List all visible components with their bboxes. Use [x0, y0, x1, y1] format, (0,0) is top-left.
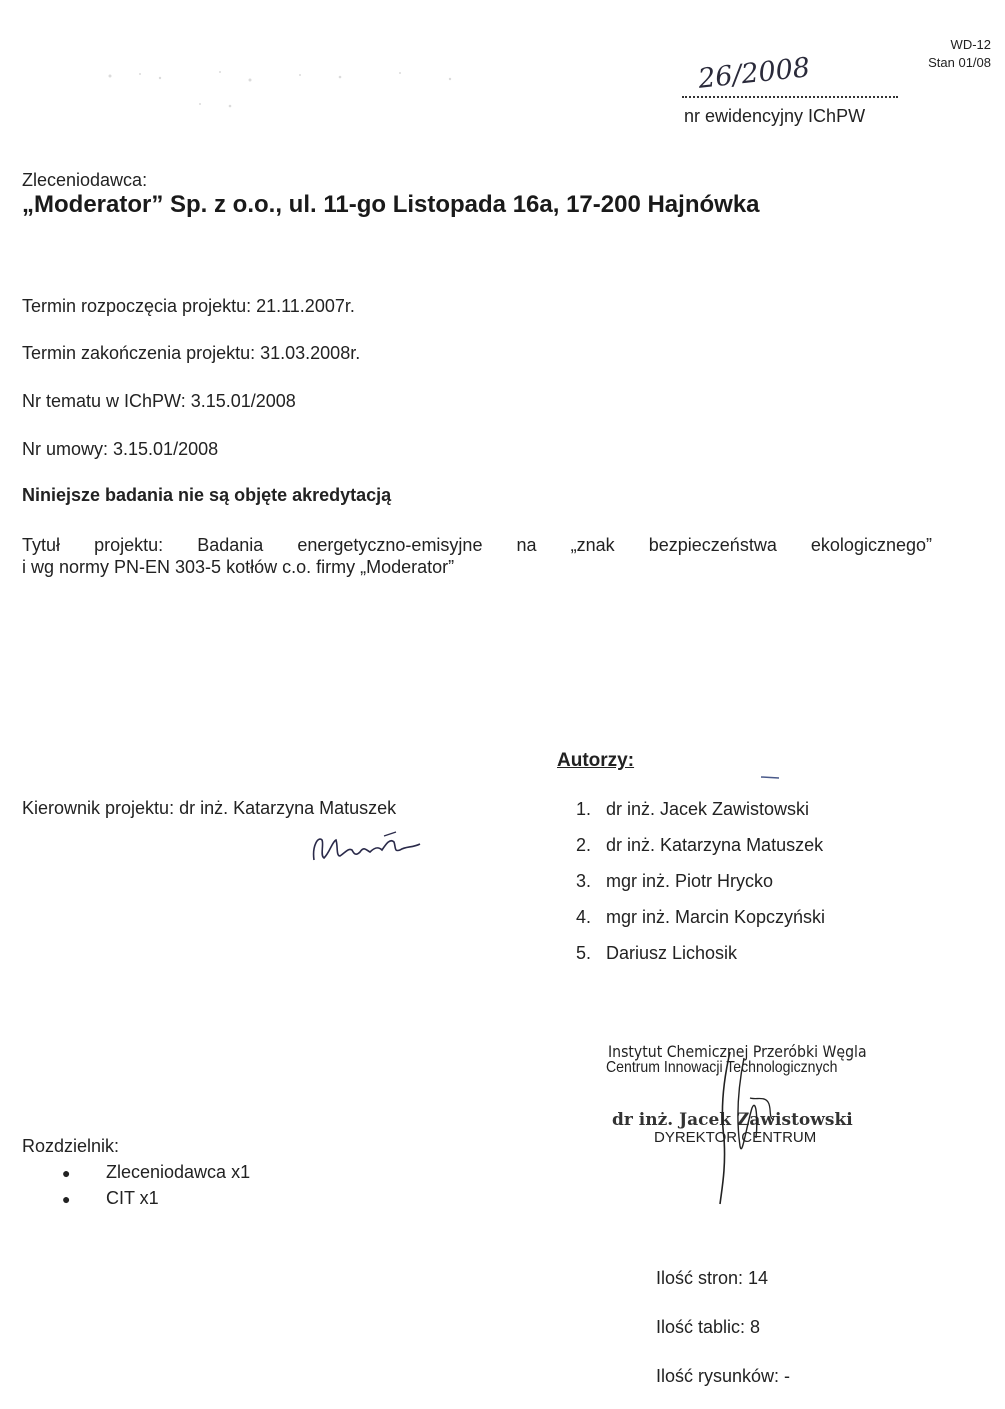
- pen-mark: [760, 774, 780, 780]
- registration-label: nr ewidencyjny IChPW: [684, 106, 866, 126]
- authors-list: [576, 798, 825, 978]
- authors-heading: Autorzy:: [557, 750, 635, 771]
- author-number: 1.: [576, 799, 592, 819]
- author-name: dr inż. Katarzyna Matuszek: [606, 835, 824, 855]
- form-version: Stan 01/08: [928, 55, 991, 70]
- scan-noise: [100, 66, 480, 116]
- accreditation-note: Niniejsze badania nie są objęte akredytacją: [22, 485, 392, 505]
- page-count: Ilość stron: 14: [656, 1268, 769, 1288]
- project-manager: Kierownik projektu: dr inż. Katarzyna Matuszek: [22, 798, 397, 818]
- registration-dotted-line: [682, 96, 898, 98]
- author-number: 5.: [576, 943, 592, 963]
- project-title-line-2: i wg normy PN-EN 303-5 kotłów c.o. firmy „Moderator”: [22, 557, 455, 577]
- author-number: 3.: [576, 871, 592, 891]
- author-item: [576, 834, 825, 870]
- author-name: dr inż. Jacek Zawistowski: [606, 799, 810, 819]
- client-name: „Moderator” Sp. z o.o., ul. 11-go Listopada 16a, 17-200 Hajnówka: [22, 191, 760, 218]
- bullet-icon: ●: [62, 1165, 71, 1181]
- form-code: WD-12: [950, 37, 991, 52]
- distribution-item: [62, 1160, 250, 1186]
- author-item: [576, 870, 825, 906]
- distribution-item-label: CIT x1: [106, 1188, 159, 1208]
- registration-number: 26/2008: [696, 52, 812, 95]
- project-manager-signature: [300, 826, 430, 868]
- stamp-center-name: Centrum Innowacji Technologicznych: [606, 1059, 838, 1076]
- author-name: mgr inż. Piotr Hrycko: [606, 871, 774, 891]
- form-code-block: [928, 36, 991, 72]
- stamp-director-name: dr inż. Jacek Zawistowski: [612, 1110, 853, 1130]
- project-title-line-1: Tytuł projektu: Badania energetyczno-emisyjne na „znak bezpieczeństwa ekologicznego”: [22, 535, 932, 555]
- topic-number: Nr tematu w IChPW: 3.15.01/2008: [22, 391, 296, 411]
- stamp-institute-name: Instytut Chemicznej Przeróbki Węgla: [608, 1042, 867, 1061]
- author-number: 2.: [576, 835, 592, 855]
- author-item: [576, 942, 825, 978]
- author-number: 4.: [576, 907, 592, 927]
- author-item: [576, 906, 825, 942]
- project-start-date: Termin rozpoczęcia projektu: 21.11.2007r.: [22, 296, 355, 316]
- distribution-item-label: Zleceniodawca x1: [106, 1162, 251, 1182]
- figure-count: Ilość rysunków: -: [656, 1366, 791, 1386]
- bullet-icon: ●: [62, 1191, 71, 1207]
- project-end-date: Termin zakończenia projektu: 31.03.2008r.: [22, 343, 361, 363]
- client-label: Zleceniodawca:: [22, 170, 148, 190]
- table-count: Ilość tablic: 8: [656, 1317, 761, 1337]
- distribution-list: [62, 1160, 250, 1212]
- director-signature: [596, 1038, 896, 1218]
- author-item: [576, 798, 825, 834]
- contract-number: Nr umowy: 3.15.01/2008: [22, 439, 219, 459]
- distribution-label: Rozdzielnik:: [22, 1136, 120, 1156]
- author-name: mgr inż. Marcin Kopczyński: [606, 907, 826, 927]
- project-title: [22, 534, 932, 578]
- distribution-item: [62, 1186, 250, 1212]
- author-name: Dariusz Lichosik: [606, 943, 738, 963]
- stamp-director-title: DYREKTOR CENTRUM: [654, 1129, 817, 1146]
